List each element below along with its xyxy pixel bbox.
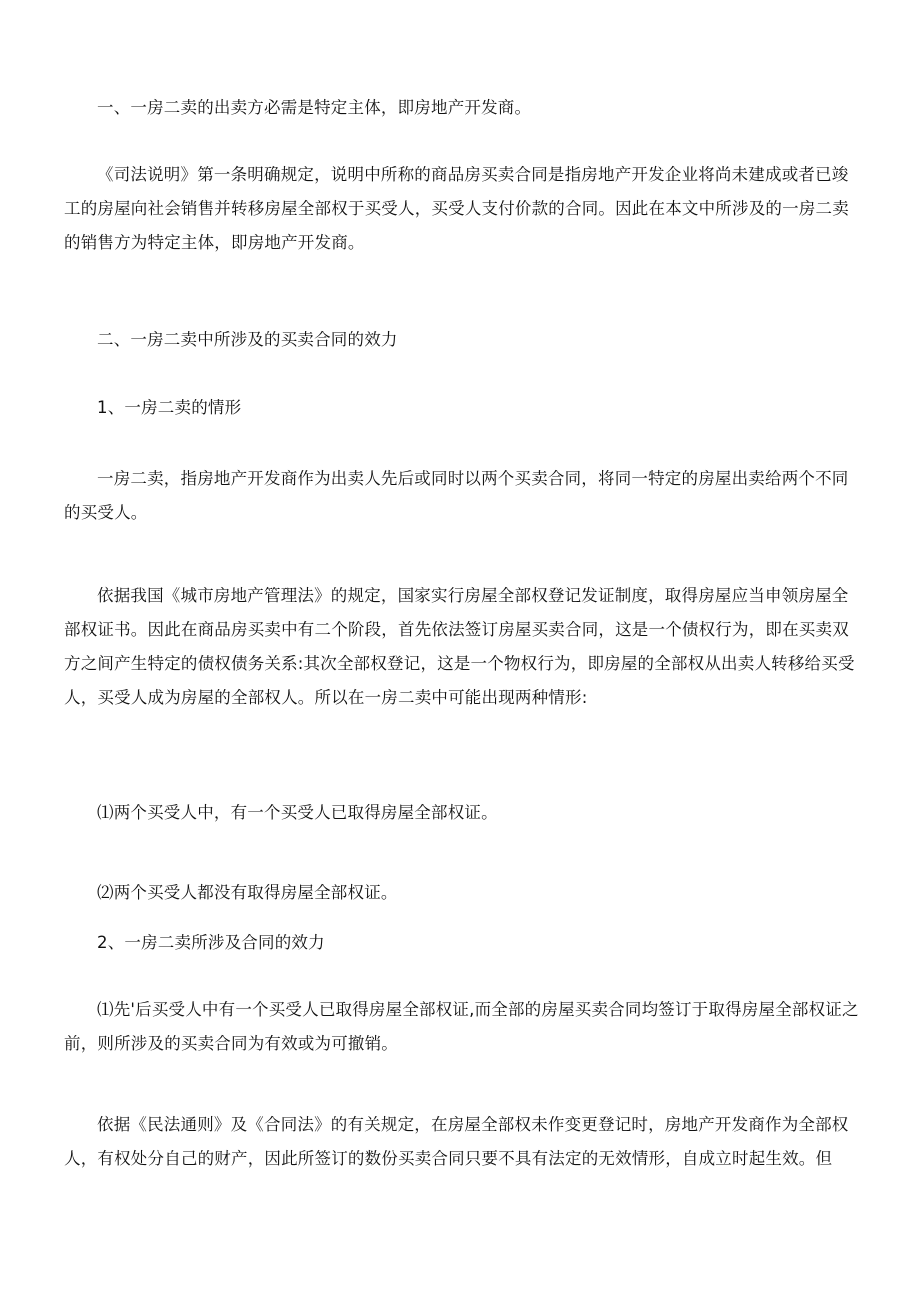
list-item-case-1: ⑴两个买受人中，有一个买受人已取得房屋全部权证。 xyxy=(97,803,498,822)
section-heading-2: 二、一房二卖中所涉及的买卖合同的效力 xyxy=(97,330,398,349)
paragraph-civil-law: 依据《民法通则》及《合同法》的有关规定，在房屋全部权未作变更登记时，房地产开发商作为全部权人，有权处分自己的财产，因此所签订的数份买卖合同只要不具有法定的无效情形，自成立时起生效。但 xyxy=(64,1115,849,1168)
paragraph-definition: 一房二卖，指房地产开发商作为出卖人先后或同时以两个买卖合同，将同一特定的房屋出卖给两个不同的买受人。 xyxy=(64,469,849,522)
section-heading-1: 一、一房二卖的出卖方必需是特定主体，即房地产开发商。 xyxy=(97,98,532,117)
list-item-case-2: ⑵两个买受人都没有取得房屋全部权证。 xyxy=(97,883,398,902)
paragraph-law-basis: 依据我国《城市房地产管理法》的规定，国家实行房屋全部权登记发证制度，取得房屋应当申领房屋全部权证书。因此在商品房买卖中有二个阶段，首先依法签订房屋买卖合同，这是一个债权行为，即在买卖双方之间产生特定的债权债务关系:其次全部权登记，这是一个物权行为，即房屋的全部权从出卖人转移给买受人，买受人成为房屋的全部权人。所以在一房二卖中可能出现两种情形: xyxy=(64,586,855,707)
paragraph-contract-validity: ⑴先'后买受人中有一个买受人已取得房屋全部权证,而全部的房屋买卖合同均签订于取得房屋全部权证之前，则所涉及的买卖合同为有效或为可撤销。 xyxy=(64,1000,859,1053)
subsection-heading-2: 2、一房二卖所涉及合同的效力 xyxy=(97,933,325,952)
subsection-heading-1: 1、一房二卖的情形 xyxy=(97,398,242,417)
paragraph-judicial-explanation: 《司法说明》第一条明确规定，说明中所称的商品房买卖合同是指房地产开发企业将尚未建成或者已竣工的房屋向社会销售并转移房屋全部权于买受人，买受人支付价款的合同。因此在本文中所涉及的一房二卖的销售方为特定主体，即房地产开发商。 xyxy=(64,165,849,252)
